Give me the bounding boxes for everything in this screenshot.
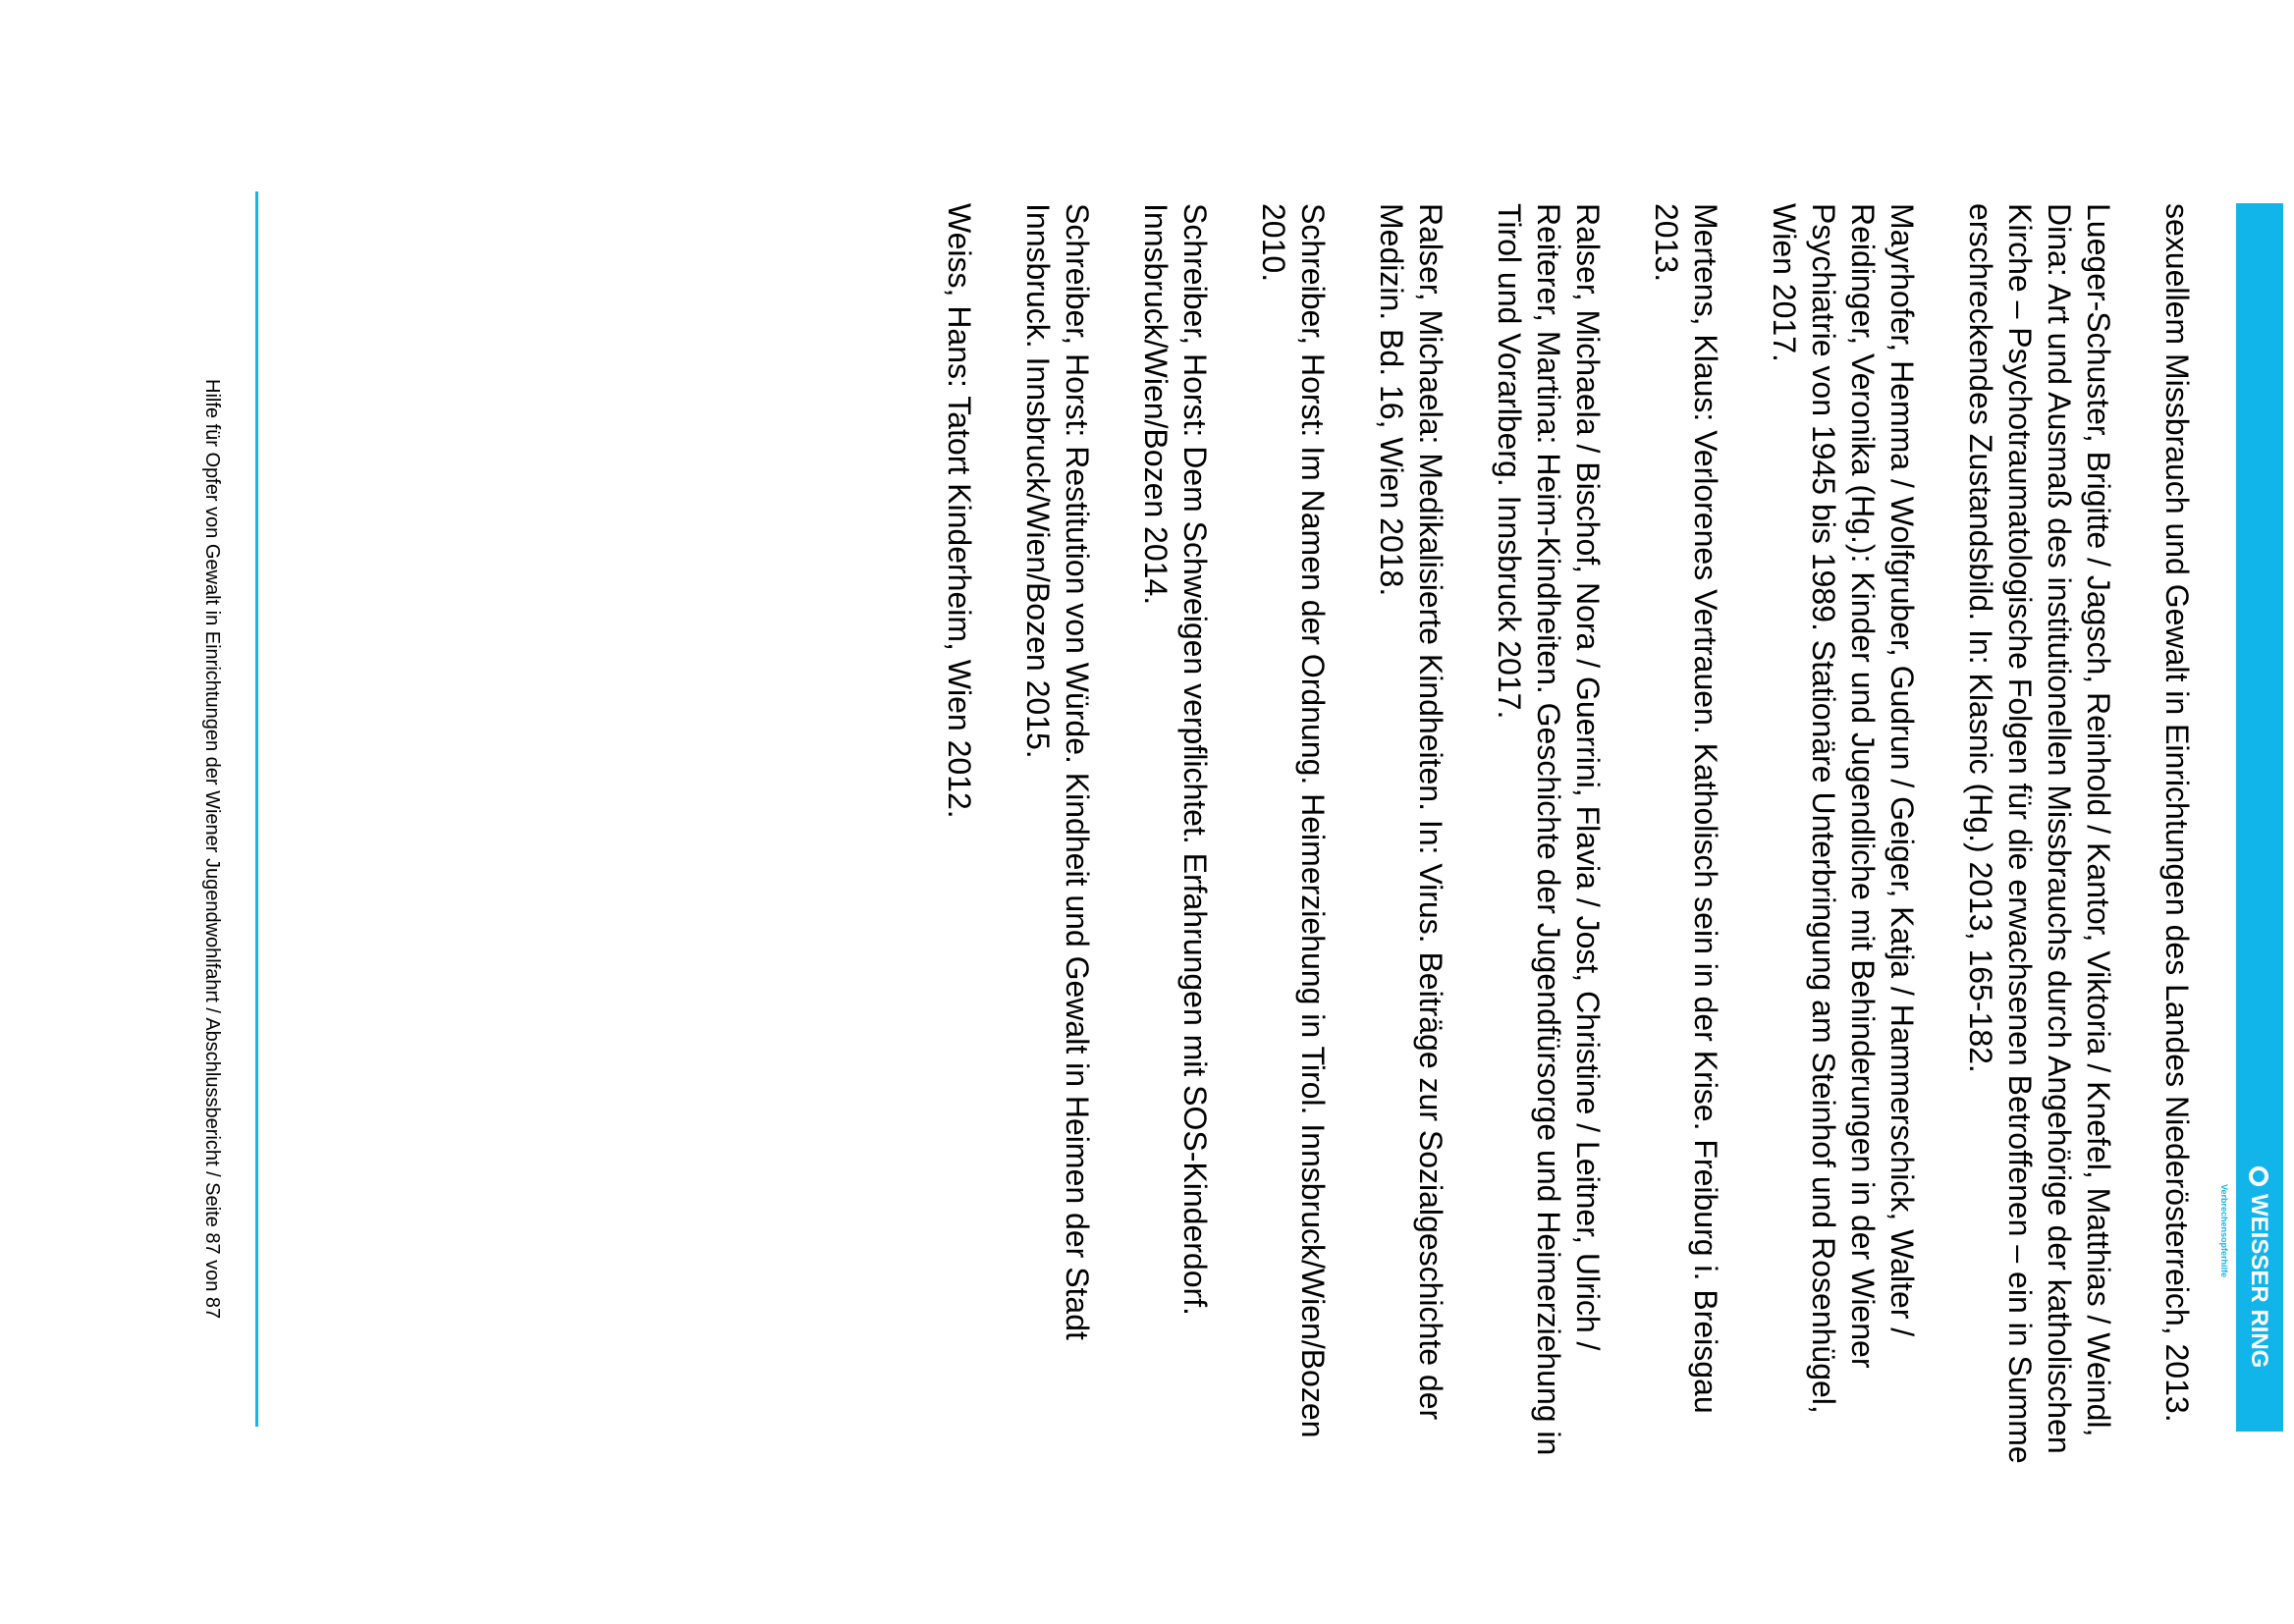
reference-list [901,203,2197,1470]
footer-divider [255,191,258,1427]
reference-entry: Ralser, Michaela / Bischof, Nora / Guerrini, Flavia / Jost, Christine / Leitner, Ulrich / Reiterer, Martina: Heim-Kindheiten. Geschichte der Jugendfürsorge und Heimerziehung in Tirol und Vorarlberg. Innsbruck 2017. [1492,203,1606,1456]
ring-icon [2249,1166,2268,1186]
reference-entry: sexuellem Missbrauch und Gewalt in Einrichtungen des Landes Niederösterreich, 2013. [2159,203,2195,1423]
reference-entry: Weiss, Hans: Tatort Kinderheim, Wien 2012. [942,203,977,819]
page-footer: Hilfe für Opfer von Gewalt in Einrichtungen der Wiener Jugendwohlfahrt / Abschlussbericht / Seite 87 von 87 [201,379,223,1320]
reference-entry: Mertens, Klaus: Verlorenes Vertrauen. Katholisch sein in der Krise. Freiburg i. Breisgau 2013. [1649,203,1723,1414]
reference-entry: Ralser, Michaela: Medikalisierte Kindheiten. In: Virus. Beiträge zur Sozialgeschichte der Medizin. Bd. 16, Wien 2018. [1374,203,1448,1421]
weisser-ring-logo [2237,1166,2280,1412]
reference-entry: Schreiber, Horst: Im Namen der Ordnung. Heimerziehung in Tirol. Innsbruck/Wien/Bozen 2010. [1256,203,1331,1438]
logo-text: WEISSER RING [2246,1194,2272,1369]
reference-entry: Schreiber, Horst: Restitution von Würde. Kindheit und Gewalt in Heimen der Stadt Innsbruck. Innsbruck/Wien/Bozen 2015. [1020,203,1095,1340]
logo-tagline: Verbrechensopferhilfe [2219,1184,2229,1278]
reference-entry: Schreiber, Horst: Dem Schweigen verpflichtet. Erfahrungen mit SOS-Kinderdorf. Innsbruck/Wien/Bozen 2014. [1138,203,1213,1316]
reference-entry: Lueger-Schuster, Brigitte / Jagsch, Reinhold / Kantor, Viktoria / Knefel, Matthias / Weindl, Dina: Art und Ausmaß des institutionellen Missbrauchs durch Angehörige der katholischen Kirche – Psychotraumatologische Folgen für die erwachsenen Betroffenen – ein in Summe erschreckendes Zustandsbild. In: Klasnic (Hg.) 2013, 165-182. [1963,203,2116,1464]
reference-entry: Mayrhofer, Hemma / Wolfgruber, Gudrun / Geiger, Katja / Hammerschick, Walter / Reidinger, Veronika (Hg.): Kinder und Jugendliche mit Behinderungen in der Wiener Psychiatrie von 1945 bis 1989. Stationäre Unterbringung am Steinhof und Rosenhügel, Wien 2017. [1767,203,1920,1414]
